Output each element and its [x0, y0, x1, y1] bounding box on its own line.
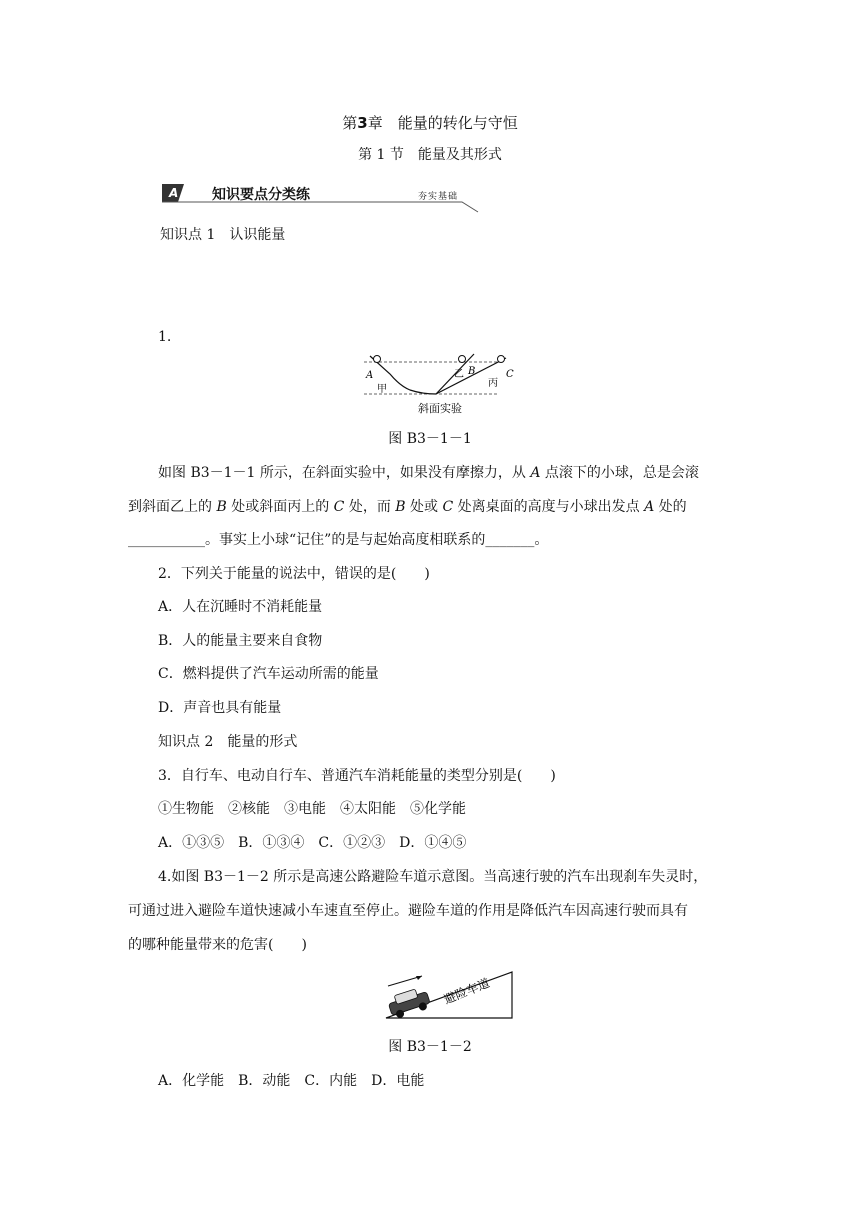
label-jia: 甲	[377, 384, 387, 395]
escape-lane-label: 避险车道	[441, 975, 492, 1007]
knowledge-point-2: 知识点 2 能量的形式	[158, 734, 298, 750]
question-4-options: A．化学能 B．动能 C．内能 D．电能	[158, 1073, 425, 1089]
label-bing: 丙	[488, 378, 498, 389]
figure-2-caption: 图 B3－1－2	[388, 1039, 472, 1055]
question-3-stem: 3．自行车、电动自行车、普通汽车消耗能量的类型分别是( )	[158, 768, 556, 784]
ball-b	[459, 356, 466, 363]
label-a: A	[366, 370, 374, 381]
label-b: B	[468, 366, 476, 377]
section-title: 第 1 节 能量及其形式	[358, 147, 502, 163]
question-1-number: 1.	[158, 329, 172, 345]
knowledge-point-1: 知识点 1 认识能量	[160, 227, 286, 243]
figure-1-caption: 图 B3－1－1	[388, 431, 472, 447]
banner-title: 知识要点分类练	[212, 187, 310, 203]
slope-experiment-figure	[360, 352, 514, 416]
escape-lane-figure	[382, 968, 518, 1024]
chapter-title: 第3章 能量的转化与守恒	[342, 114, 518, 132]
question-4-line-3: 的哪种能量带来的危害( )	[128, 937, 307, 953]
question-2-option-a: A．人在沉睡时不消耗能量	[158, 599, 323, 615]
question-1-line-1: 如图 B3－1－1 所示，在斜面实验中，如果没有摩擦力，从 A 点滚下的小球，总是会滚	[158, 465, 699, 481]
banner-badge: A	[169, 186, 179, 200]
question-4-line-1: 4.如图 B3－1－2 所示是高速公路避险车道示意图。当高速行驶的汽车出现刹车失灵时，	[158, 869, 708, 885]
question-2-option-b: B．人的能量主要来自食物	[158, 633, 323, 649]
question-1-line-2: 到斜面乙上的 B 处或斜面丙上的 C 处，而 B 处或 C 处离桌面的高度与小球出发点 A 处的	[128, 499, 687, 515]
question-3-options: A．①③⑤ B．①③④ C．①②③ D．①④⑤	[158, 835, 467, 851]
question-2-option-d: D．声音也具有能量	[158, 700, 282, 716]
question-1-line-3: ___________。事实上小球“记住”的是与起始高度相联系的_______。	[128, 532, 549, 548]
figure-inner-caption: 斜面实验	[418, 402, 462, 415]
ball-c	[498, 356, 505, 363]
label-yi: 乙	[454, 369, 464, 380]
label-c: C	[506, 369, 514, 380]
question-2-option-c: C．燃料提供了汽车运动所需的能量	[158, 666, 379, 682]
banner-underline	[162, 202, 478, 212]
question-2-stem: 2．下列关于能量的说法中，错误的是( )	[158, 566, 430, 582]
ball-a	[374, 356, 381, 363]
banner-subtitle: 夯实基础	[418, 192, 459, 202]
question-4-line-2: 可通过进入避险车道快速减小车速直至停止。避险车道的作用是降低汽车因高速行驶而具有	[128, 903, 688, 919]
question-3-items: ①生物能 ②核能 ③电能 ④太阳能 ⑤化学能	[158, 801, 466, 817]
